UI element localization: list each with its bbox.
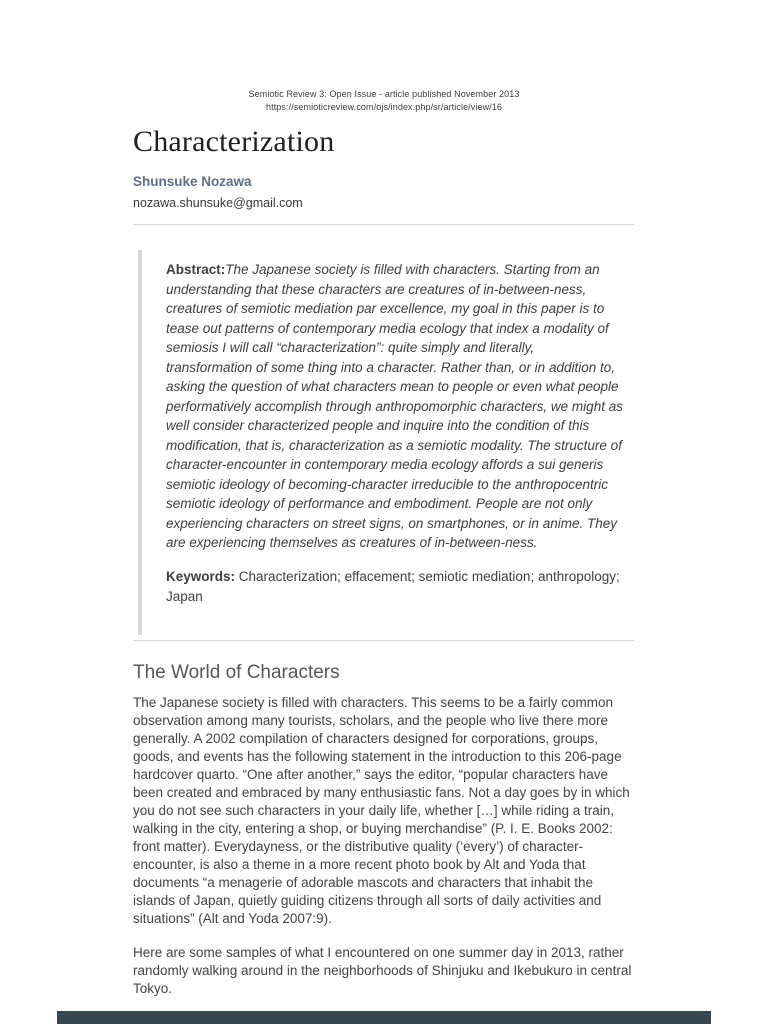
article-title: Characterization xyxy=(133,125,335,158)
next-page-top-edge xyxy=(57,1011,711,1024)
journal-article-url: https://semioticreview.com/ojs/index.php/sr/article/view/16 xyxy=(266,102,502,112)
article-content xyxy=(133,124,634,998)
divider-top xyxy=(133,224,634,225)
keywords-label: Keywords: xyxy=(166,568,236,584)
abstract-paragraph xyxy=(166,260,623,553)
author-name-link[interactable]: Shunsuke Nozawa xyxy=(133,174,252,189)
journal-issue-line: Semiotic Review 3: Open Issue - article published November 2013 xyxy=(248,89,520,99)
body-paragraph-2: Here are some samples of what I encountered on one summer day in 2013, rather randomly walking around in the neighborhoods of Shinjuku and Ikebukuro in central Tokyo. xyxy=(133,944,632,996)
section-heading: The World of Characters xyxy=(133,661,340,683)
author-email: nozawa.shunsuke@gmail.com xyxy=(133,196,303,210)
abstract-block xyxy=(138,250,634,635)
divider-bottom xyxy=(133,640,634,641)
body-paragraph-1: The Japanese society is filled with characters. This seems to be a fairly common observation among many tourists, scholars, and the people who live there more generally. A 2002 compilation of characters designed for corporations, groups, goods, and events has the following statement in the introduction to this 206-page hardcover quarto. “One after another,” says the editor, “popular characters have been created and embraced by many enthusiastic fans. Not a day goes by in which you do not see such characters in your daily life, whether […] while riding a train, walking in the city, entering a shop, or buying merchandise” (P. I. E. Books 2002: front matter). Everydayness, or the distributive quality (‘every’) of character-encounter, is also a theme in a more recent photo book by Alt and Yoda that documents “a menagerie of adorable mascots and characters that inhabit the islands of Japan, quietly guiding citizens through all sorts of daily activities and situations” (Alt and Yoda 2007:9). xyxy=(133,694,630,926)
abstract-label: Abstract: xyxy=(166,262,226,277)
keywords-line xyxy=(166,567,623,607)
keywords-text: Characterization; effacement; semiotic mediation; anthropology; Japan xyxy=(166,568,620,604)
journal-header xyxy=(0,0,768,114)
abstract-text: The Japanese society is filled with characters. Starting from an understanding that these characters are creatures of in-between-ness, creatures of semiotic mediation par excellence, my goal in this paper is to tease out patterns of contemporary media ecology that index a modality of semiosis I will call “characterization”: quite simply and literally, transformation of some thing into a character. Rather than, or in addition to, asking the question of what characters mean to people or even what people performatively accomplish through anthropomorphic characters, we might as well consider characterized people and inquire into the condition of this modification, that is, characterization as a semiotic modality. The structure of character-encounter in contemporary media ecology affords a sui generis semiotic ideology of becoming-character irreducible to the anthropocentric semiotic ideology of performance and embodiment. People are not only experiencing characters on street signs, on smartphones, or in anime. They are experiencing themselves as creatures of in-between-ness. xyxy=(166,262,623,550)
